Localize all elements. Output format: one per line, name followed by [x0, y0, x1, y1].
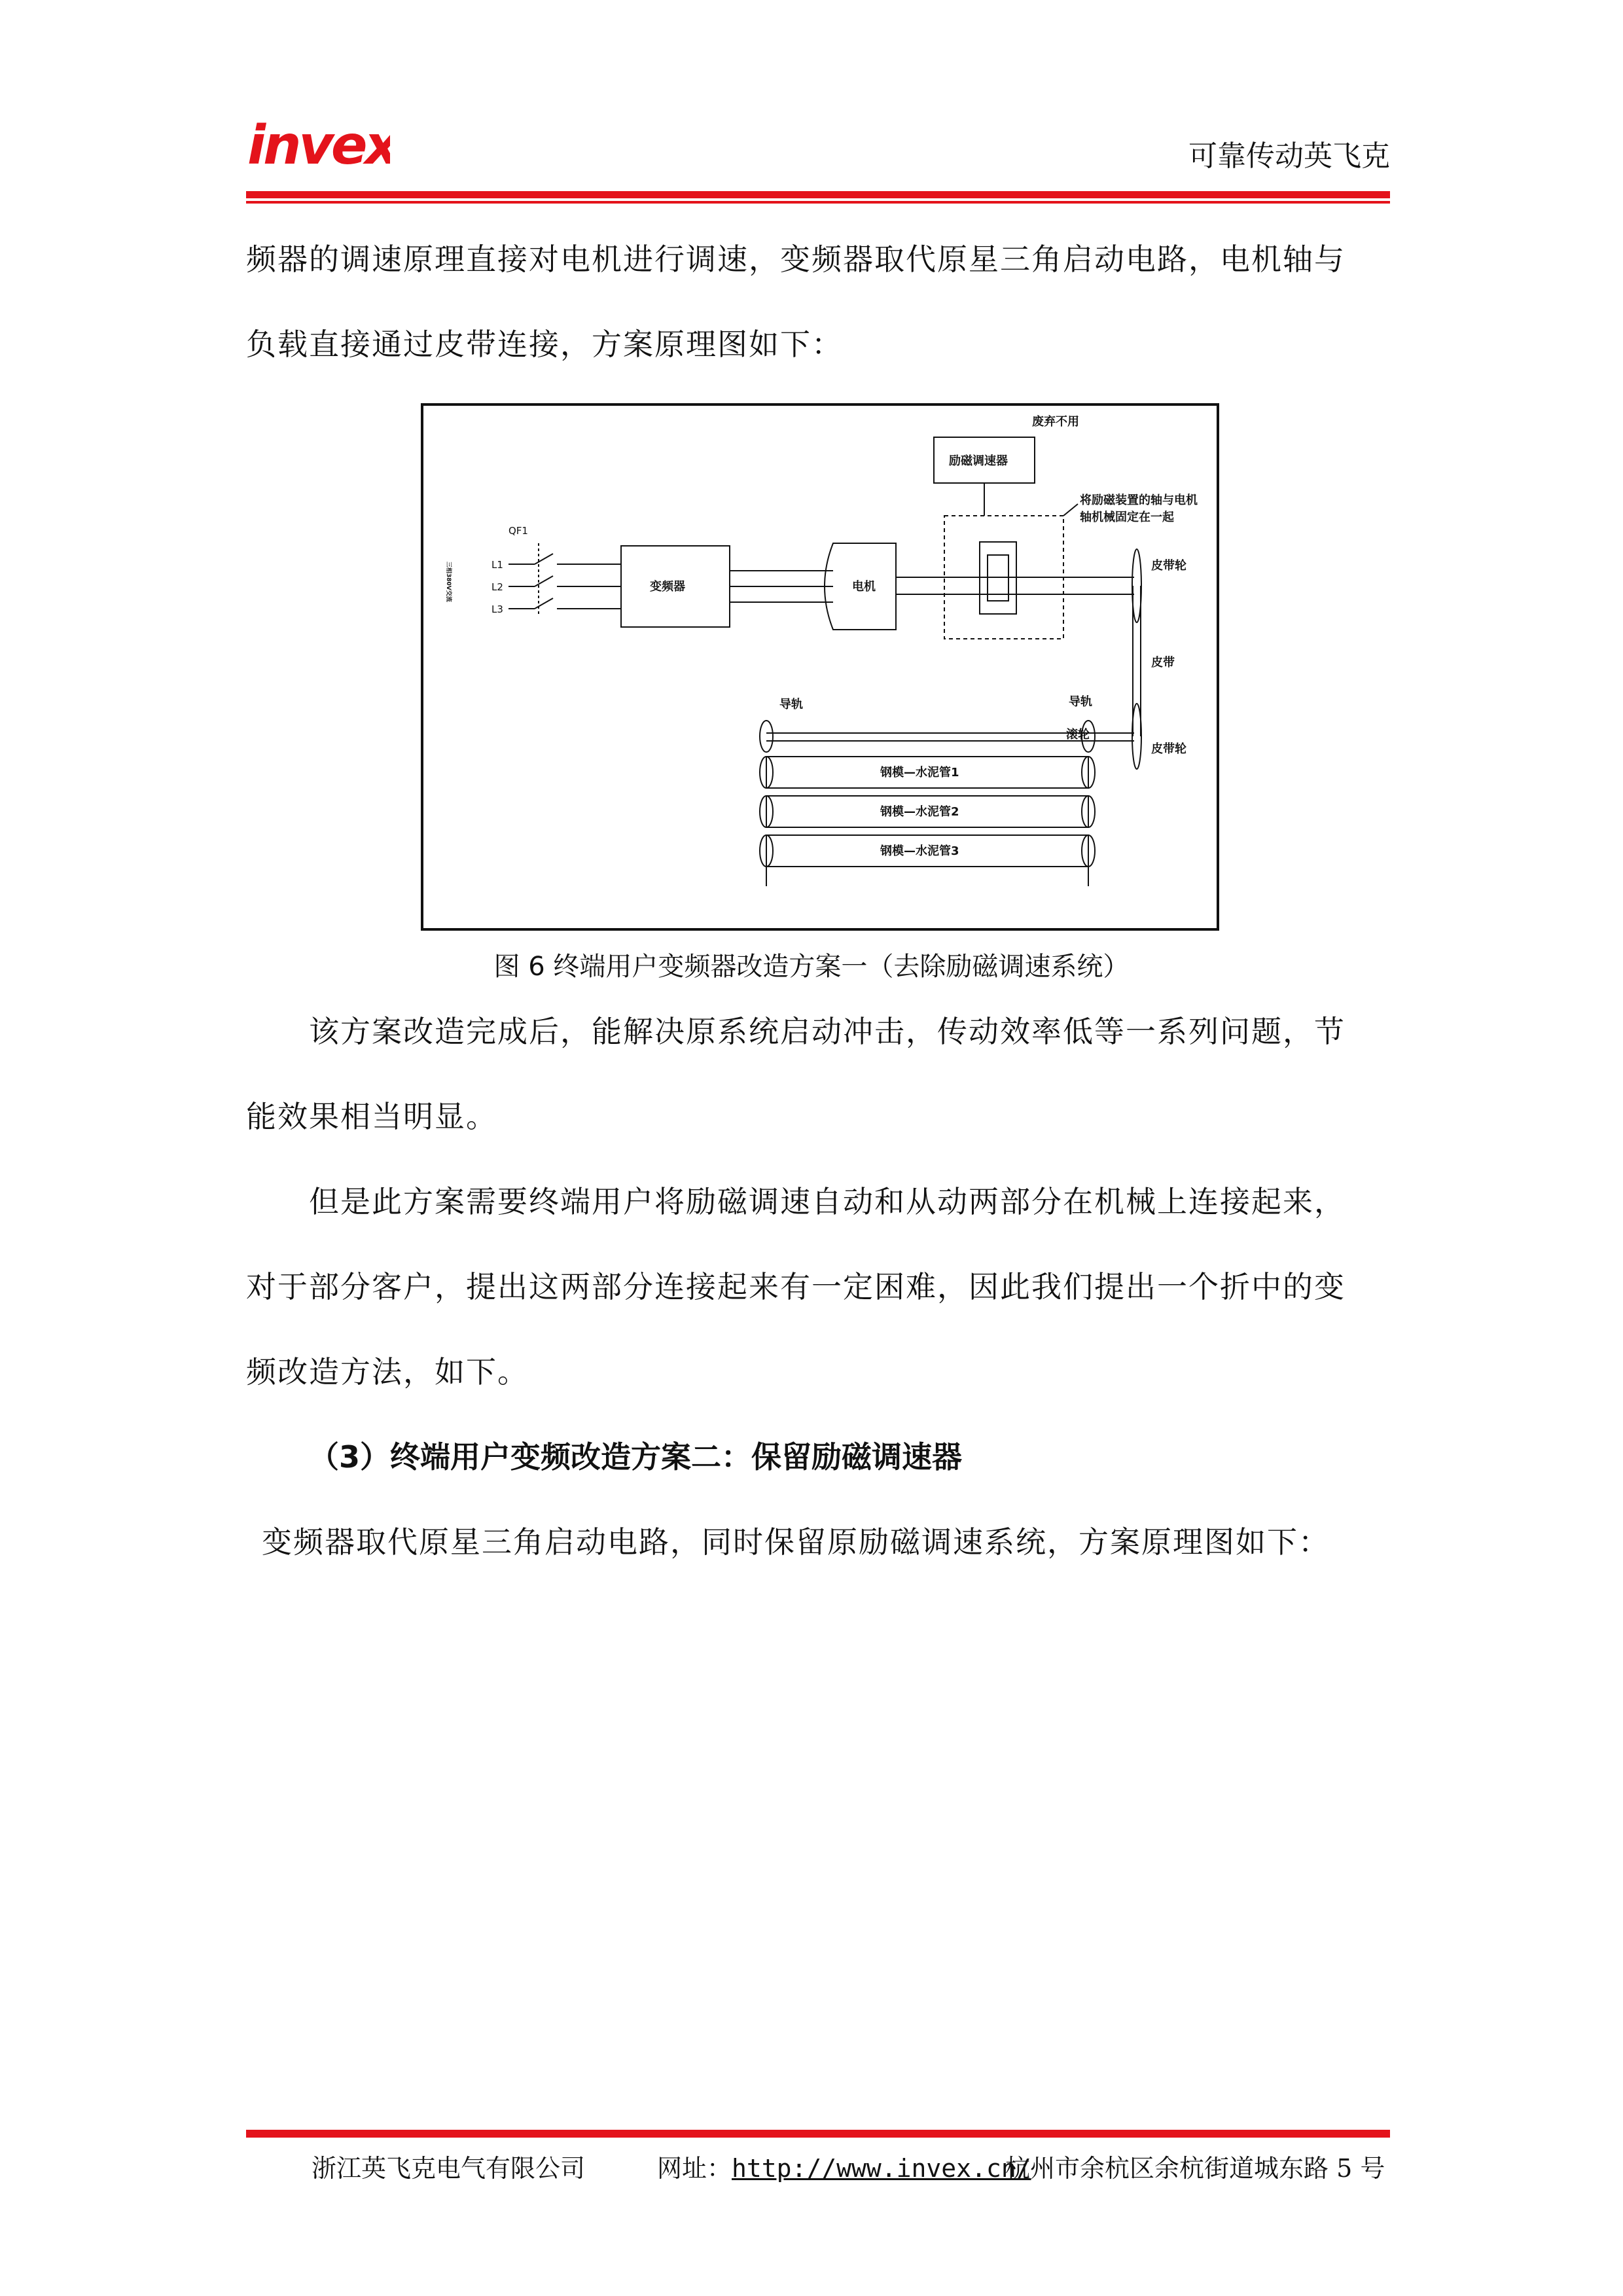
- paragraph-line: 频改造方法，如下。: [246, 1354, 529, 1390]
- label-shaft-note-2: 轴机械固定在一起: [1080, 511, 1174, 524]
- label-vfd: 变频器: [650, 580, 685, 594]
- paragraph-line: 变频器取代原星三角启动电路，同时保留原励磁调速系统，方案原理图如下：: [262, 1524, 1330, 1560]
- label-rail-right: 导轨: [1069, 695, 1092, 709]
- footer-website-label: 网址：: [657, 2154, 732, 2183]
- svg-text:invex: invex: [247, 115, 390, 174]
- invex-logo: [246, 115, 390, 174]
- footer-website: [657, 2153, 1031, 2183]
- paragraph-line: 但是此方案需要终端用户将励磁调速自动和从动两部分在机械上连接起来，: [309, 1184, 1346, 1219]
- label-l3: L3: [491, 603, 503, 615]
- label-pipe-3: 钢模—水泥管3: [880, 844, 959, 858]
- label-pulley-top: 皮带轮: [1151, 559, 1186, 573]
- header-slogan: 可靠传动英飞克: [1188, 139, 1390, 173]
- paragraph-line: 能效果相当明显。: [246, 1099, 497, 1134]
- label-breaker: QF1: [508, 525, 528, 537]
- label-l1: L1: [491, 559, 503, 571]
- paragraph-line: 负载直接通过皮带连接，方案原理图如下：: [246, 327, 843, 362]
- label-shaft-note-1: 将励磁装置的轴与电机: [1080, 493, 1198, 507]
- label-exciter: 励磁调速器: [949, 454, 1008, 468]
- footer-address: 杭州市余杭区余杭街道城东路 5 号: [1005, 2154, 1385, 2183]
- label-abandoned: 废弃不用: [1032, 415, 1079, 429]
- section-heading: （3）终端用户变频改造方案二：保留励磁调速器: [309, 1439, 963, 1475]
- label-pipe-1: 钢模—水泥管1: [880, 766, 959, 780]
- pulley-top: [1132, 549, 1141, 622]
- pulley-bottom: [1132, 704, 1141, 769]
- label-pipe-2: 钢模—水泥管2: [880, 805, 959, 819]
- paragraph-line: 频器的调速原理直接对电机进行调速，变频器取代原星三角启动电路，电机轴与: [246, 242, 1346, 277]
- label-belt: 皮带: [1151, 656, 1175, 670]
- label-roller: 滚轮: [1066, 728, 1090, 742]
- paragraph-line: 该方案改造完成后，能解决原系统启动冲击，传动效率低等一系列问题，节: [309, 1014, 1346, 1049]
- paragraph-line: 对于部分客户，提出这两部分连接起来有一定困难，因此我们提出一个折中的变: [246, 1269, 1346, 1304]
- header-rule-thick: [246, 191, 1390, 198]
- label-supply: 三相380V交流: [445, 562, 452, 602]
- schematic-figure: [421, 403, 1219, 931]
- label-rail-left: 导轨: [779, 698, 803, 711]
- footer-website-link[interactable]: http://www.invex.cn/: [732, 2154, 1031, 2183]
- figure-caption: 图 6 终端用户变频器改造方案一（去除励磁调速系统）: [493, 952, 1130, 982]
- footer-rule: [246, 2130, 1390, 2138]
- label-l2: L2: [491, 581, 503, 593]
- label-motor: 电机: [852, 580, 876, 594]
- label-pulley-bottom: 皮带轮: [1151, 742, 1186, 756]
- footer-company: 浙江英飞克电气有限公司: [312, 2154, 586, 2183]
- header-rule-thin: [246, 201, 1390, 204]
